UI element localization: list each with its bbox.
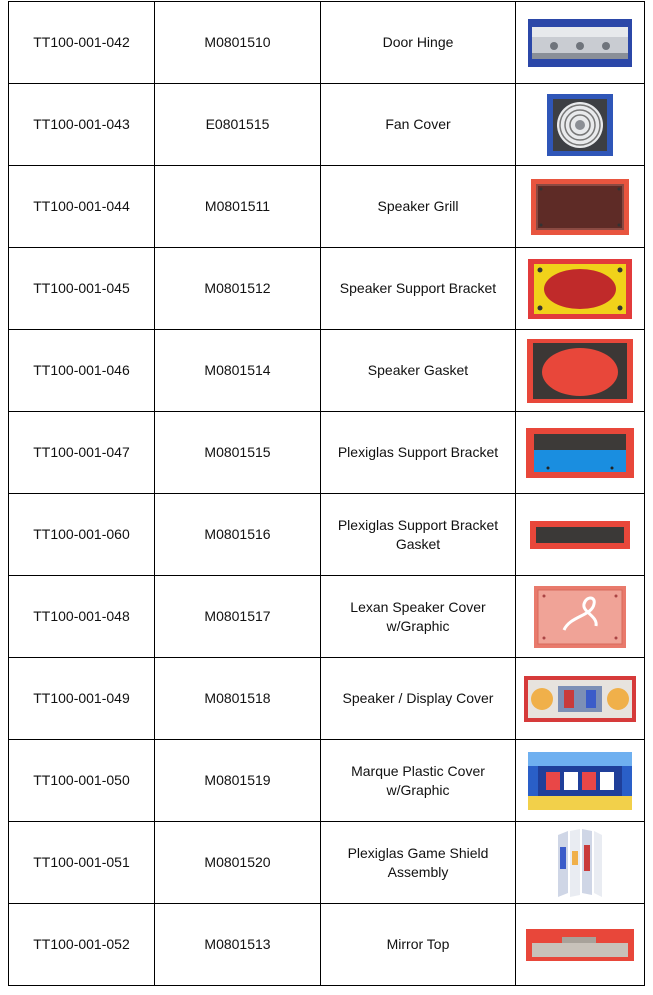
parts-table xyxy=(8,1,645,986)
part-number: TT100-001-052 xyxy=(9,904,155,986)
part-code: M0801511 xyxy=(155,166,321,248)
fan-cover-photo xyxy=(547,94,613,156)
part-code: M0801518 xyxy=(155,658,321,740)
part-code: M0801510 xyxy=(155,2,321,84)
part-code: M0801512 xyxy=(155,248,321,330)
part-code: M0801519 xyxy=(155,740,321,822)
part-code: E0801515 xyxy=(155,84,321,166)
table-row xyxy=(9,84,645,166)
table-row xyxy=(9,658,645,740)
lexan-speaker-cover-photo xyxy=(534,586,626,648)
part-code: M0801517 xyxy=(155,576,321,658)
part-code: M0801516 xyxy=(155,494,321,576)
part-description: Plexiglas Support Bracket xyxy=(337,444,499,460)
plexiglas-support-bracket-photo xyxy=(526,428,634,478)
part-number: TT100-001-047 xyxy=(9,412,155,494)
table-row xyxy=(9,166,645,248)
part-description: Speaker Support Bracket xyxy=(339,280,497,296)
part-number: TT100-001-049 xyxy=(9,658,155,740)
part-number: TT100-001-051 xyxy=(9,822,155,904)
speaker-grill-photo xyxy=(531,179,629,235)
part-number: TT100-001-043 xyxy=(9,84,155,166)
marque-plastic-cover-photo xyxy=(528,752,632,810)
part-description: Mirror Top xyxy=(386,936,450,952)
part-description: Plexiglas Game Shield Assembly xyxy=(347,844,489,880)
table-row xyxy=(9,494,645,576)
part-description: Plexiglas Support Bracket Gasket xyxy=(337,516,499,552)
part-number: TT100-001-044 xyxy=(9,166,155,248)
part-description: Fan Cover xyxy=(385,116,451,132)
part-code: M0801515 xyxy=(155,412,321,494)
part-number: TT100-001-060 xyxy=(9,494,155,576)
part-number: TT100-001-050 xyxy=(9,740,155,822)
table-row xyxy=(9,576,645,658)
table-row xyxy=(9,740,645,822)
table-row xyxy=(9,2,645,84)
part-number: TT100-001-046 xyxy=(9,330,155,412)
part-description: Marque Plastic Cover w/Graphic xyxy=(351,762,485,798)
part-number: TT100-001-042 xyxy=(9,2,155,84)
part-description: Speaker Gasket xyxy=(367,362,469,378)
part-code: M0801520 xyxy=(155,822,321,904)
plexiglas-game-shield-photo xyxy=(554,827,606,899)
part-description: Lexan Speaker Cover w/Graphic xyxy=(350,598,486,634)
speaker-display-cover-photo xyxy=(524,676,636,722)
part-description: Door Hinge xyxy=(382,34,454,50)
table-row xyxy=(9,904,645,986)
table-row xyxy=(9,412,645,494)
part-number: TT100-001-045 xyxy=(9,248,155,330)
part-code: M0801514 xyxy=(155,330,321,412)
part-description: Speaker / Display Cover xyxy=(342,690,494,706)
table-row xyxy=(9,822,645,904)
speaker-support-bracket-photo xyxy=(528,259,632,319)
table-row xyxy=(9,330,645,412)
speaker-gasket-photo xyxy=(527,339,633,403)
part-code: M0801513 xyxy=(155,904,321,986)
plexiglas-bracket-gasket-photo xyxy=(530,521,630,549)
part-description: Speaker Grill xyxy=(377,198,459,214)
mirror-top-photo xyxy=(526,929,634,961)
part-number: TT100-001-048 xyxy=(9,576,155,658)
door-hinge-photo xyxy=(528,19,632,67)
table-row xyxy=(9,248,645,330)
